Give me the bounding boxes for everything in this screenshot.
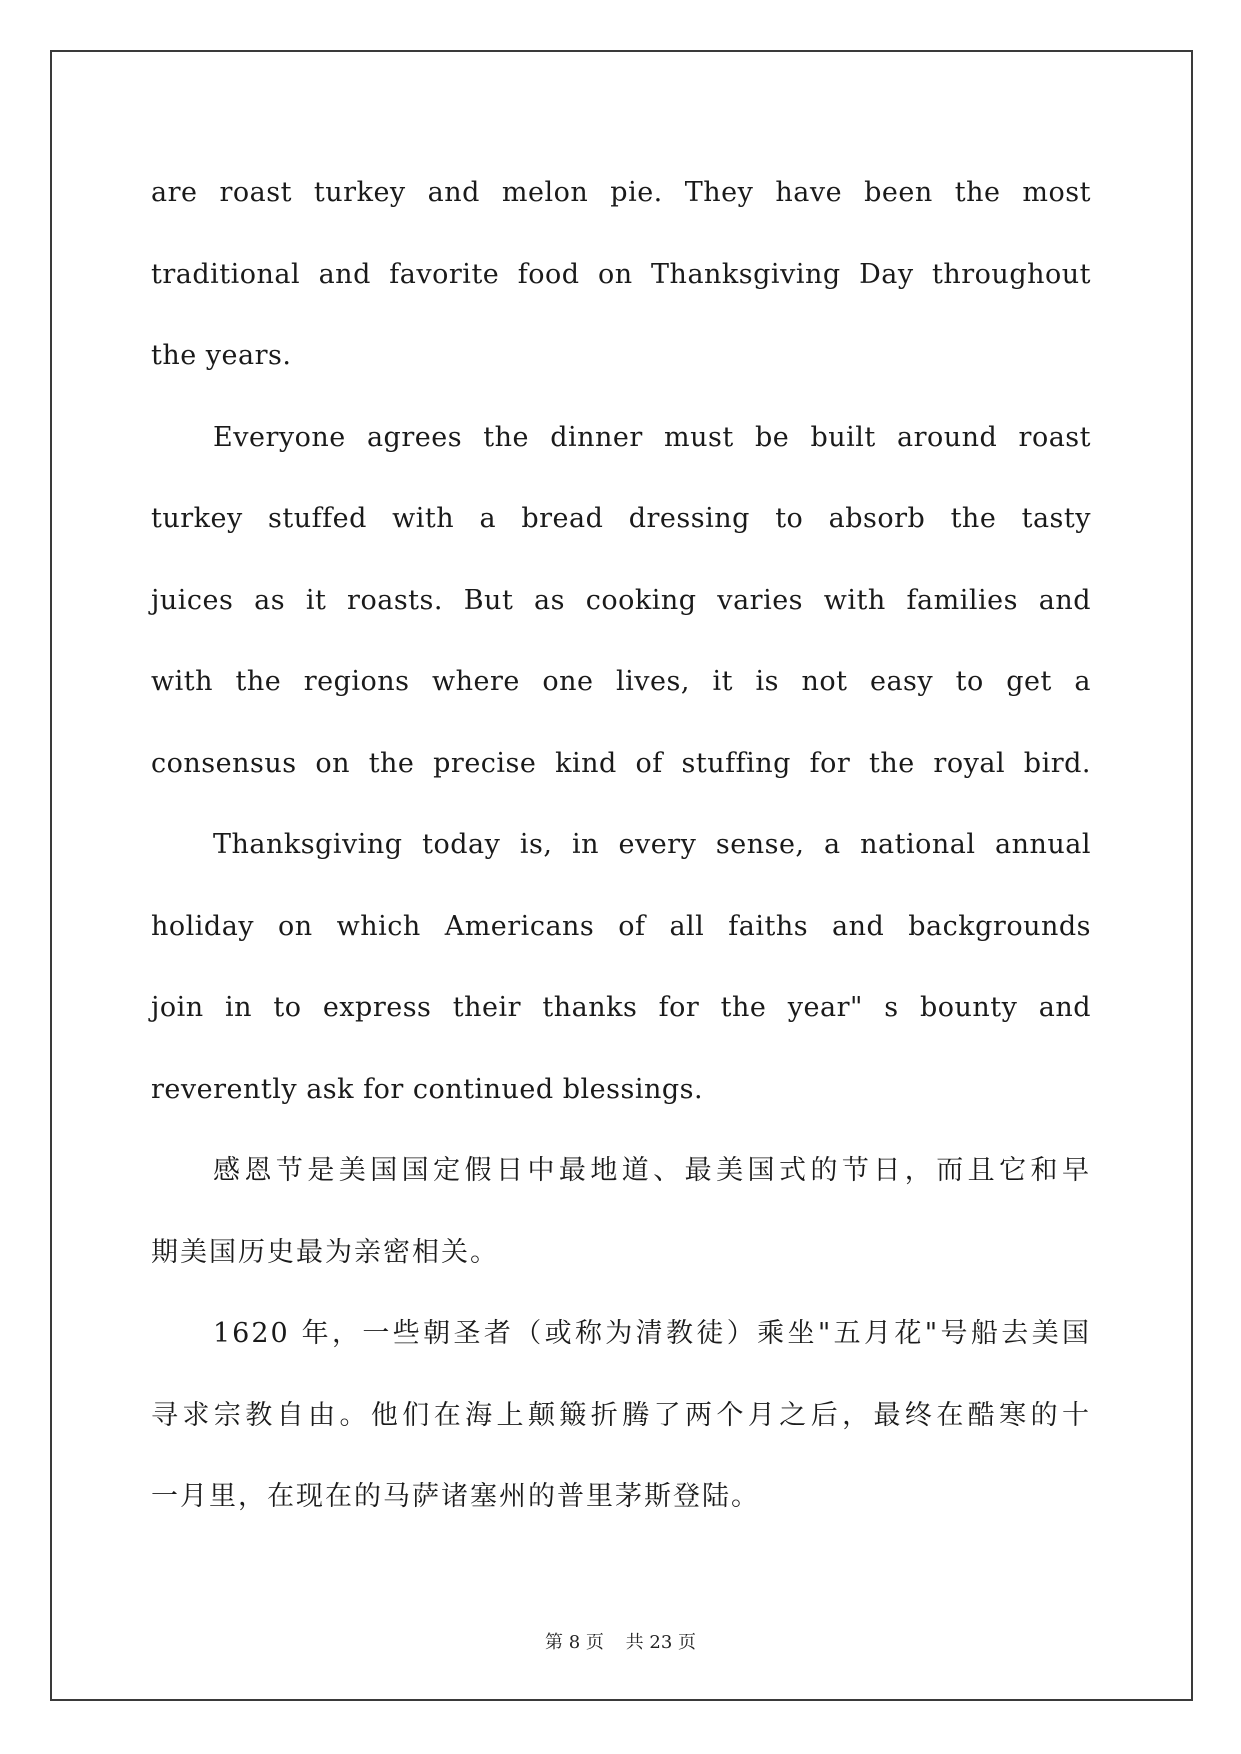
text-line: are roast turkey and melon pie. They have been the most xyxy=(151,177,1091,208)
text-line: traditional and favorite food on Thanksgiving Day throughout xyxy=(151,258,1091,290)
text-line: 期美国历史最为亲密相关。 xyxy=(151,1236,499,1268)
page-number-total: 共 23 页 xyxy=(625,1632,696,1653)
paragraph-start-line: 1620 年，一些朝圣者（或称为清教徒）乘坐"五月花"号船去美国 xyxy=(213,1318,1091,1349)
text-line: reverently ask for continued blessings. xyxy=(151,1073,704,1105)
text-line: consensus on the precise kind of stuffing for the royal bird. xyxy=(151,747,1091,779)
text-line: 一月里，在现在的马萨诸塞州的普里茅斯登陆。 xyxy=(151,1481,760,1512)
paragraph-start-line: Everyone agrees the dinner must be built around roast xyxy=(213,421,1091,453)
document-body xyxy=(151,163,1091,1549)
paragraph-start-line: Thanksgiving today is, in every sense, a national annual xyxy=(213,829,1091,860)
text-line: with the regions where one lives, it is not easy to get a xyxy=(151,666,1091,697)
text-line: join in to express their thanks for the year" s bounty and xyxy=(151,992,1091,1023)
text-line: turkey stuffed with a bread dressing to absorb the tasty xyxy=(151,503,1091,534)
page-number-current: 第 8 页 xyxy=(545,1632,604,1653)
text-line: holiday on which Americans of all faiths and backgrounds xyxy=(151,910,1091,942)
text-line: juices as it roasts. But as cooking varies with families and xyxy=(151,584,1091,616)
text-line: 寻求宗教自由。他们在海上颠簸折腾了两个月之后，最终在酷寒的十 xyxy=(151,1399,1091,1431)
text-line: the years. xyxy=(151,340,292,371)
paragraph-start-line: 感恩节是美国国定假日中最地道、最美国式的节日，而且它和早 xyxy=(213,1155,1091,1186)
page-footer xyxy=(0,1628,1241,1654)
